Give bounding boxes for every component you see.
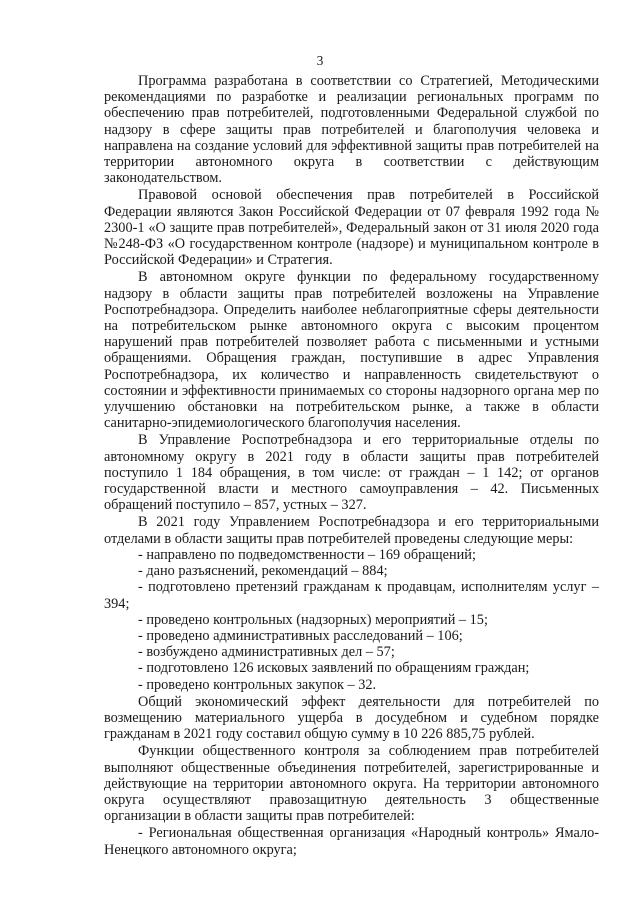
document-body — [104, 73, 599, 858]
paragraph-public-control: Функции общественного контроля за соблюдением прав потребителей выполняют общественные объединения потребителей, зарегистрированные и действующие на территории автономного округа. На территории автономного округа осуществляют правозащитную деятельность 3 общественные организации в области защиты прав потребителей: — [104, 743, 599, 825]
paragraph-supervision: В автономном округе функции по федеральному государственному надзору в области защиты прав потребителей возложены на Управление Роспотребнадзора. Определить наиболее неблагоприятные сферы деятельности на потребительском рынке автономного округа с высоким процентом нарушений прав потребителей позволяет работа с письменными и устными обращениями. Обращения граждан, поступившие в адрес Управления Роспотребнадзора, их количество и направленность свидетельствуют о состоянии и эффективности принимаемых со стороны надзорного органа мер по улучшению обстановки на потребительском рынке, а также в области санитарно-эпидемиологического благополучия населения. — [104, 269, 599, 432]
list-item: - направлено по подведомственности – 169 обращений; — [138, 546, 476, 563]
list-item: - проведено административных расследований – 106; — [138, 627, 463, 644]
paragraph-program-basis: Программа разработана в соответствии со Стратегией, Методическими рекомендациями по разработке и реализации региональных программ по обеспечению прав потребителей, подготовленными Федеральной службой по надзору в сфере защиты прав потребителей и благополучия человека и направлена на создание условий для эффективной защиты прав потребителей на территории автономного округа в соответствии с действующим законодательством. — [104, 73, 599, 187]
list-item: - проведено контрольных закупок – 32. — [138, 676, 377, 693]
page-number: 3 — [316, 53, 324, 68]
paragraph-appeals: В Управление Роспотребнадзора и его территориальные отделы по автономному округу в 2021 году в области защиты прав потребителей поступило 1 184 обращения, в том числе: от граждан – 1 142; от органов государственной власти и местного самоуправления – 42. Письменных обращений поступило – 857, устных – 327. — [104, 432, 599, 514]
list-item: - проведено контрольных (надзорных) мероприятий – 15; — [138, 611, 488, 628]
paragraph-legal-basis: Правовой основой обеспечения прав потребителей в Российской Федерации являются Закон Российской Федерации от 07 февраля 1992 года № 2300-1 «О защите прав потребителей», Федеральный закон от 31 июля 2020 года №248-ФЗ «О государственном контроле (надзоре) и муниципальном контроле в Российской Федерации» и Стратегия. — [104, 187, 599, 269]
list-item: - подготовлено 126 исковых заявлений по обращениям граждан; — [138, 660, 530, 677]
list-item: - возбуждено административных дел – 57; — [138, 644, 395, 661]
list-item: - подготовлено претензий гражданам к продавцам, исполнителям услуг – 394; — [104, 579, 599, 612]
list-item: - дано разъяснений, рекомендаций – 884; — [138, 563, 388, 580]
paragraph-measures-intro: В 2021 году Управлением Роспотребнадзора и его территориальными отделами в области защиты прав потребителей проведены следующие меры: — [104, 514, 599, 547]
paragraph-economic-effect: Общий экономический эффект деятельности для потребителей по возмещению материального ущерба в досудебном и судебном порядке гражданам в 2021 году составил общую сумму в 10 226 885,75 рублей. — [104, 693, 599, 743]
measures-list — [104, 547, 599, 693]
paragraph-organization-1: - Региональная общественная организация «Народный контроль» Ямало-Ненецкого автономного округа; — [104, 825, 599, 858]
